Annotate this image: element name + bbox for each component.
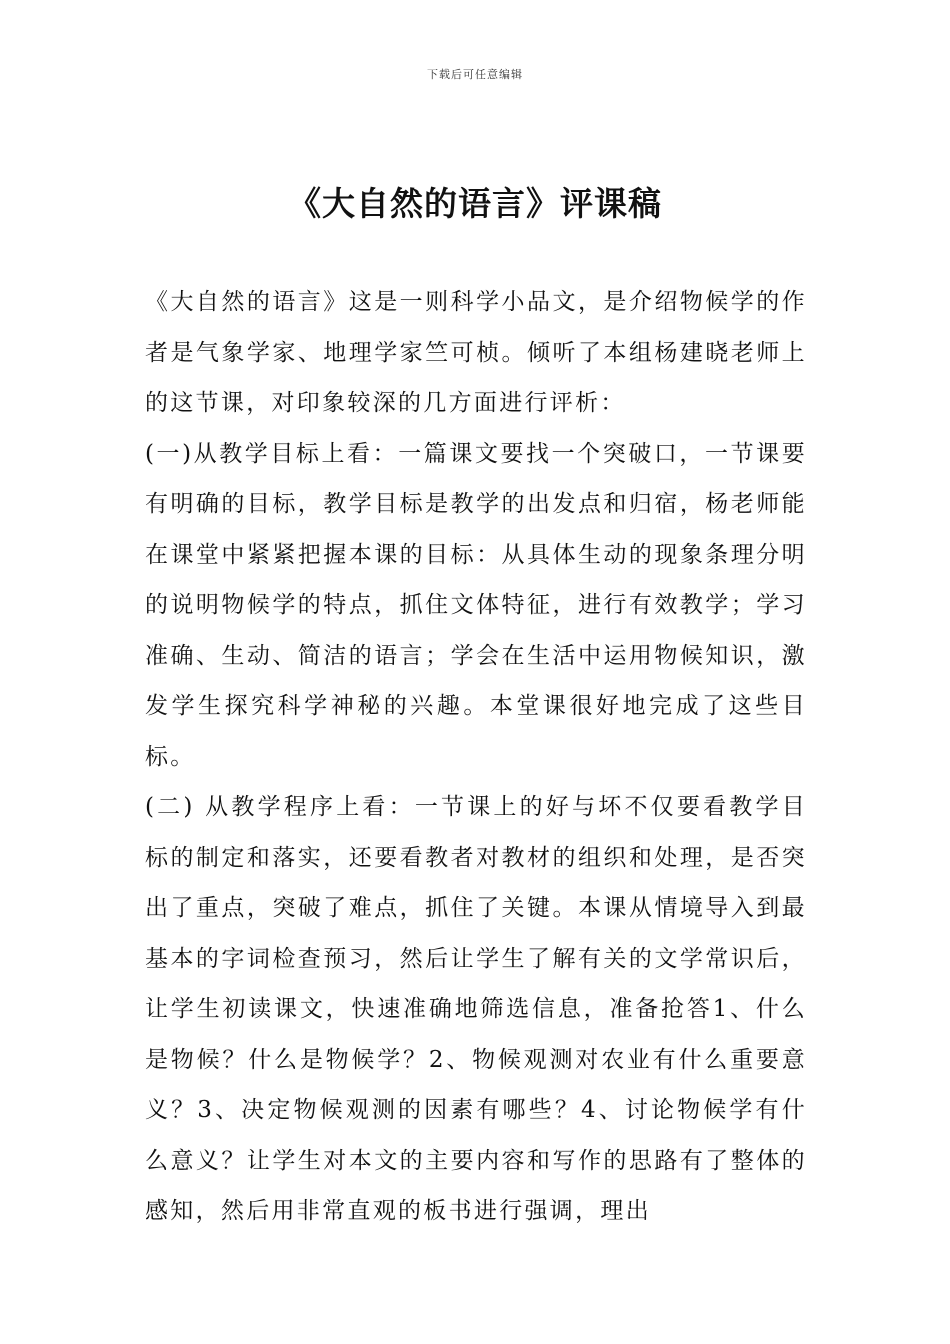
paragraph-teaching-goals: (一)从教学目标上看：一篇课文要找一个突破口，一节课要有明确的目标，教学目标是教学的出发点和归宿，杨老师能在课堂中紧紧把握本课的目标：从具体生动的现象条理分明的说明物候学的特点，抓住文体特征，进行有效教学；学习准确、生动、简洁的语言；学会在生活中运用物候知识，激发学生探究科学神秘的兴趣。本堂课很好地完成了这些目标。 xyxy=(145,440,807,770)
paragraph-intro: 《大自然的语言》这是一则科学小品文，是介绍物候学的作者是气象学家、地理学家竺可桢。倾听了本组杨建晓老师上的这节课，对印象较深的几方面进行评析： xyxy=(145,289,807,416)
paragraph-teaching-procedure: (二) 从教学程序上看：一节课上的好与坏不仅要看教学目标的制定和落实，还要看教者对教材的组织和处理，是否突出了重点，突破了难点，抓住了关键。本课从情境导入到最基本的字词检查预习，然后让学生了解有关的文学常识后，让学生初读课文，快速准确地筛选信息，准备抢答1、什么是物候？什么是物候学？2、物候观测对农业有什么重要意义？3、决定物候观测的因素有哪些？4、讨论物候学有什么意义？让学生对本文的主要内容和写作的思路有了整体的感知，然后用非常直观的板书进行强调，理出 xyxy=(145,794,807,1224)
document-title: 《大自然的语言》评课稿 xyxy=(288,184,662,223)
document-body xyxy=(145,277,807,1237)
header-note: 下载后可任意编辑 xyxy=(427,68,523,81)
